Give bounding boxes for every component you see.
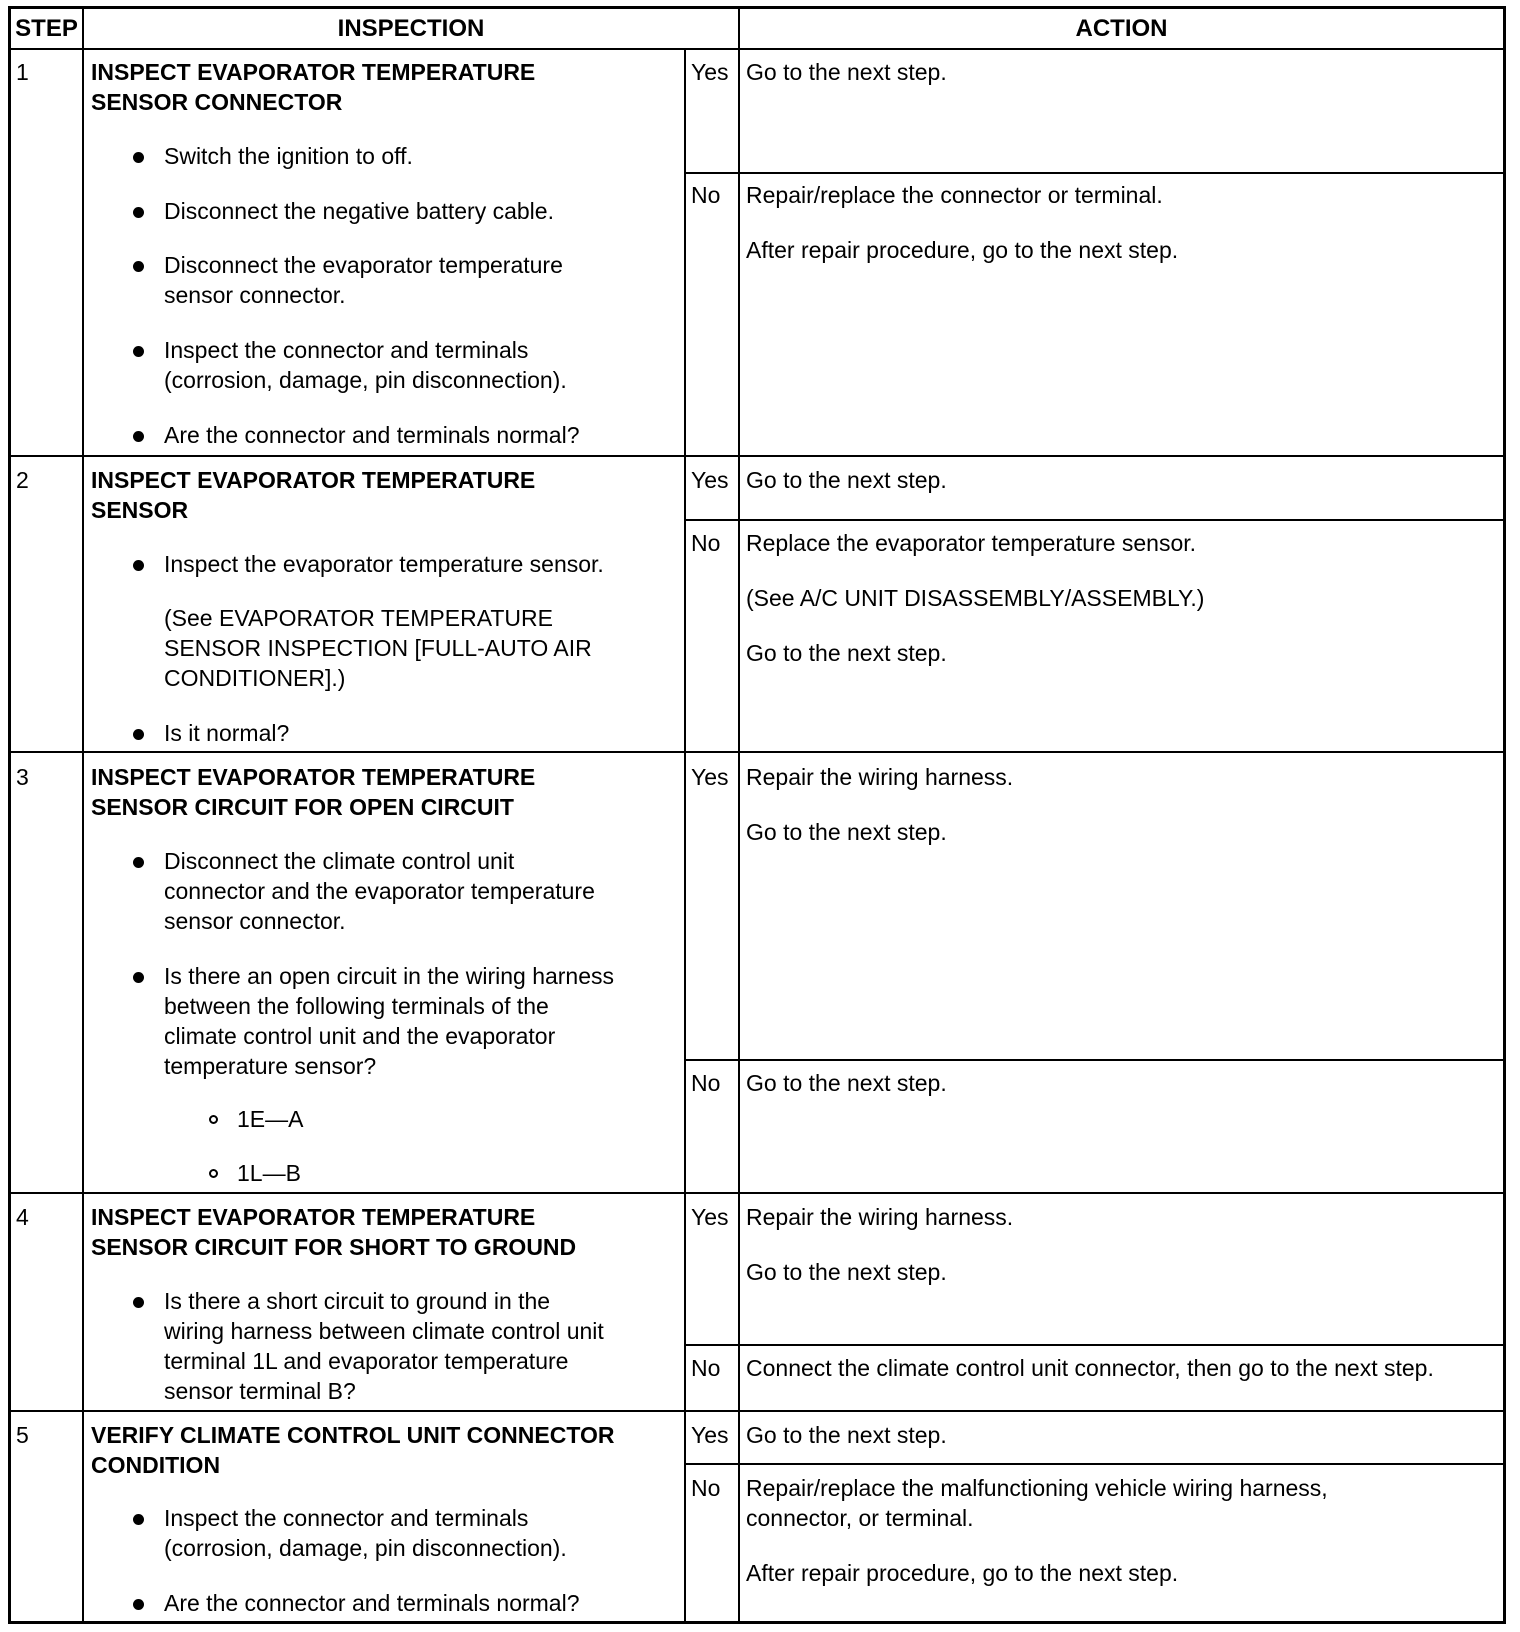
no-label: No (691, 1355, 721, 1381)
yes-label: Yes (691, 764, 729, 790)
bullet-icon (133, 261, 144, 272)
no-action: Connect the climate control unit connector, then go to the next step. (746, 1355, 1434, 1381)
inspection-item: Disconnect the evaporator temperature sensor connector. (164, 252, 563, 308)
no-action: Repair/replace the malfunctioning vehicle wiring harness, connector, or terminal. After repair procedure, go to the next step. (746, 1475, 1328, 1586)
column-divider-step (82, 9, 84, 1621)
no-action: Go to the next step. (746, 1070, 947, 1096)
row-divider-1 (11, 455, 1503, 457)
column-divider-action (738, 9, 740, 1621)
inspection-item: Are the connector and terminals normal? (164, 422, 580, 448)
step-number: 4 (16, 1204, 29, 1230)
bullet-icon (133, 1599, 144, 1610)
row-divider-3 (11, 1192, 1503, 1194)
header-divider (11, 48, 1503, 50)
header-step: STEP (15, 15, 78, 42)
step-number: 1 (16, 59, 29, 85)
no-label: No (691, 182, 721, 208)
inspection-item: Inspect the connector and terminals (corrosion, damage, pin disconnection). (164, 337, 567, 393)
step-title: INSPECT EVAPORATOR TEMPERATURE SENSOR CIRCUIT FOR SHORT TO GROUND (91, 1204, 577, 1260)
no-action: Replace the evaporator temperature sensor. (See A/C UNIT DISASSEMBLY/ASSEMBLY.) Go to the next step. (746, 530, 1205, 666)
step-number: 3 (16, 764, 29, 790)
bullet-icon (133, 346, 144, 357)
yes-no-divider-2 (684, 519, 1503, 521)
troubleshooting-table (8, 6, 1506, 1624)
yes-action: Go to the next step. (746, 467, 947, 493)
step-title: VERIFY CLIMATE CONTROL UNIT CONNECTOR CONDITION (91, 1422, 615, 1478)
no-label: No (691, 1070, 721, 1096)
step-number: 5 (16, 1422, 29, 1448)
inspection-item: Switch the ignition to off. (164, 143, 413, 169)
inspection-item: Disconnect the negative battery cable. (164, 198, 554, 224)
terminal-pair: 1E—A (237, 1106, 304, 1132)
yes-action: Repair the wiring harness. Go to the next step. (746, 1204, 1014, 1285)
terminal-pair: 1L—B (237, 1160, 301, 1186)
step-title: INSPECT EVAPORATOR TEMPERATURE SENSOR CIRCUIT FOR OPEN CIRCUIT (91, 764, 536, 820)
inspection-item: Disconnect the climate control unit connector and the evaporator temperature sensor connector. (164, 848, 595, 934)
row-divider-2 (11, 751, 1503, 753)
no-label: No (691, 530, 721, 556)
bullet-icon (133, 207, 144, 218)
bullet-icon (133, 1514, 144, 1525)
circle-bullet-icon (209, 1115, 218, 1124)
yes-label: Yes (691, 1422, 729, 1448)
header-action: ACTION (1075, 15, 1168, 42)
bullet-icon (133, 1297, 144, 1308)
inspection-item: Is it normal? (164, 720, 290, 746)
no-label: No (691, 1475, 721, 1501)
inspection-item: Is there an open circuit in the wiring harness between the following terminals of the climate control unit and the evaporator temperature sensor? (164, 963, 615, 1079)
bullet-icon (133, 972, 144, 983)
bullet-icon (133, 431, 144, 442)
inspection-item: Inspect the connector and terminals (corrosion, damage, pin disconnection). (164, 1505, 567, 1561)
bullet-icon (133, 152, 144, 163)
row-divider-4 (11, 1410, 1503, 1412)
yes-action: Go to the next step. (746, 1422, 947, 1448)
yes-action: Go to the next step. (746, 59, 947, 85)
inspection-note: (See EVAPORATOR TEMPERATURE SENSOR INSPECTION [FULL-AUTO AIR CONDITIONER].) (164, 605, 592, 691)
yes-action: Repair the wiring harness. Go to the next step. (746, 764, 1014, 845)
yes-no-divider-3 (684, 1059, 1503, 1061)
no-action: Repair/replace the connector or terminal. After repair procedure, go to the next step. (746, 182, 1179, 263)
inspection-item: Are the connector and terminals normal? (164, 1590, 580, 1616)
header-inspection: INSPECTION (337, 15, 485, 42)
column-divider-yesno (684, 49, 686, 1621)
inspection-item: Inspect the evaporator temperature sensor. (164, 551, 604, 577)
yes-no-divider-4 (684, 1344, 1503, 1346)
yes-no-divider-1 (684, 172, 1503, 174)
yes-label: Yes (691, 59, 729, 85)
step-number: 2 (16, 467, 29, 493)
step-title: INSPECT EVAPORATOR TEMPERATURE SENSOR (91, 467, 536, 523)
bullet-icon (133, 857, 144, 868)
bullet-icon (133, 729, 144, 740)
yes-label: Yes (691, 1204, 729, 1230)
step-title: INSPECT EVAPORATOR TEMPERATURE SENSOR CONNECTOR (91, 59, 536, 115)
yes-label: Yes (691, 467, 729, 493)
bullet-icon (133, 560, 144, 571)
circle-bullet-icon (209, 1169, 218, 1178)
inspection-item: Is there a short circuit to ground in the wiring harness between climate control unit terminal 1L and evaporator temperature sensor terminal B? (164, 1288, 604, 1404)
yes-no-divider-5 (684, 1463, 1503, 1465)
